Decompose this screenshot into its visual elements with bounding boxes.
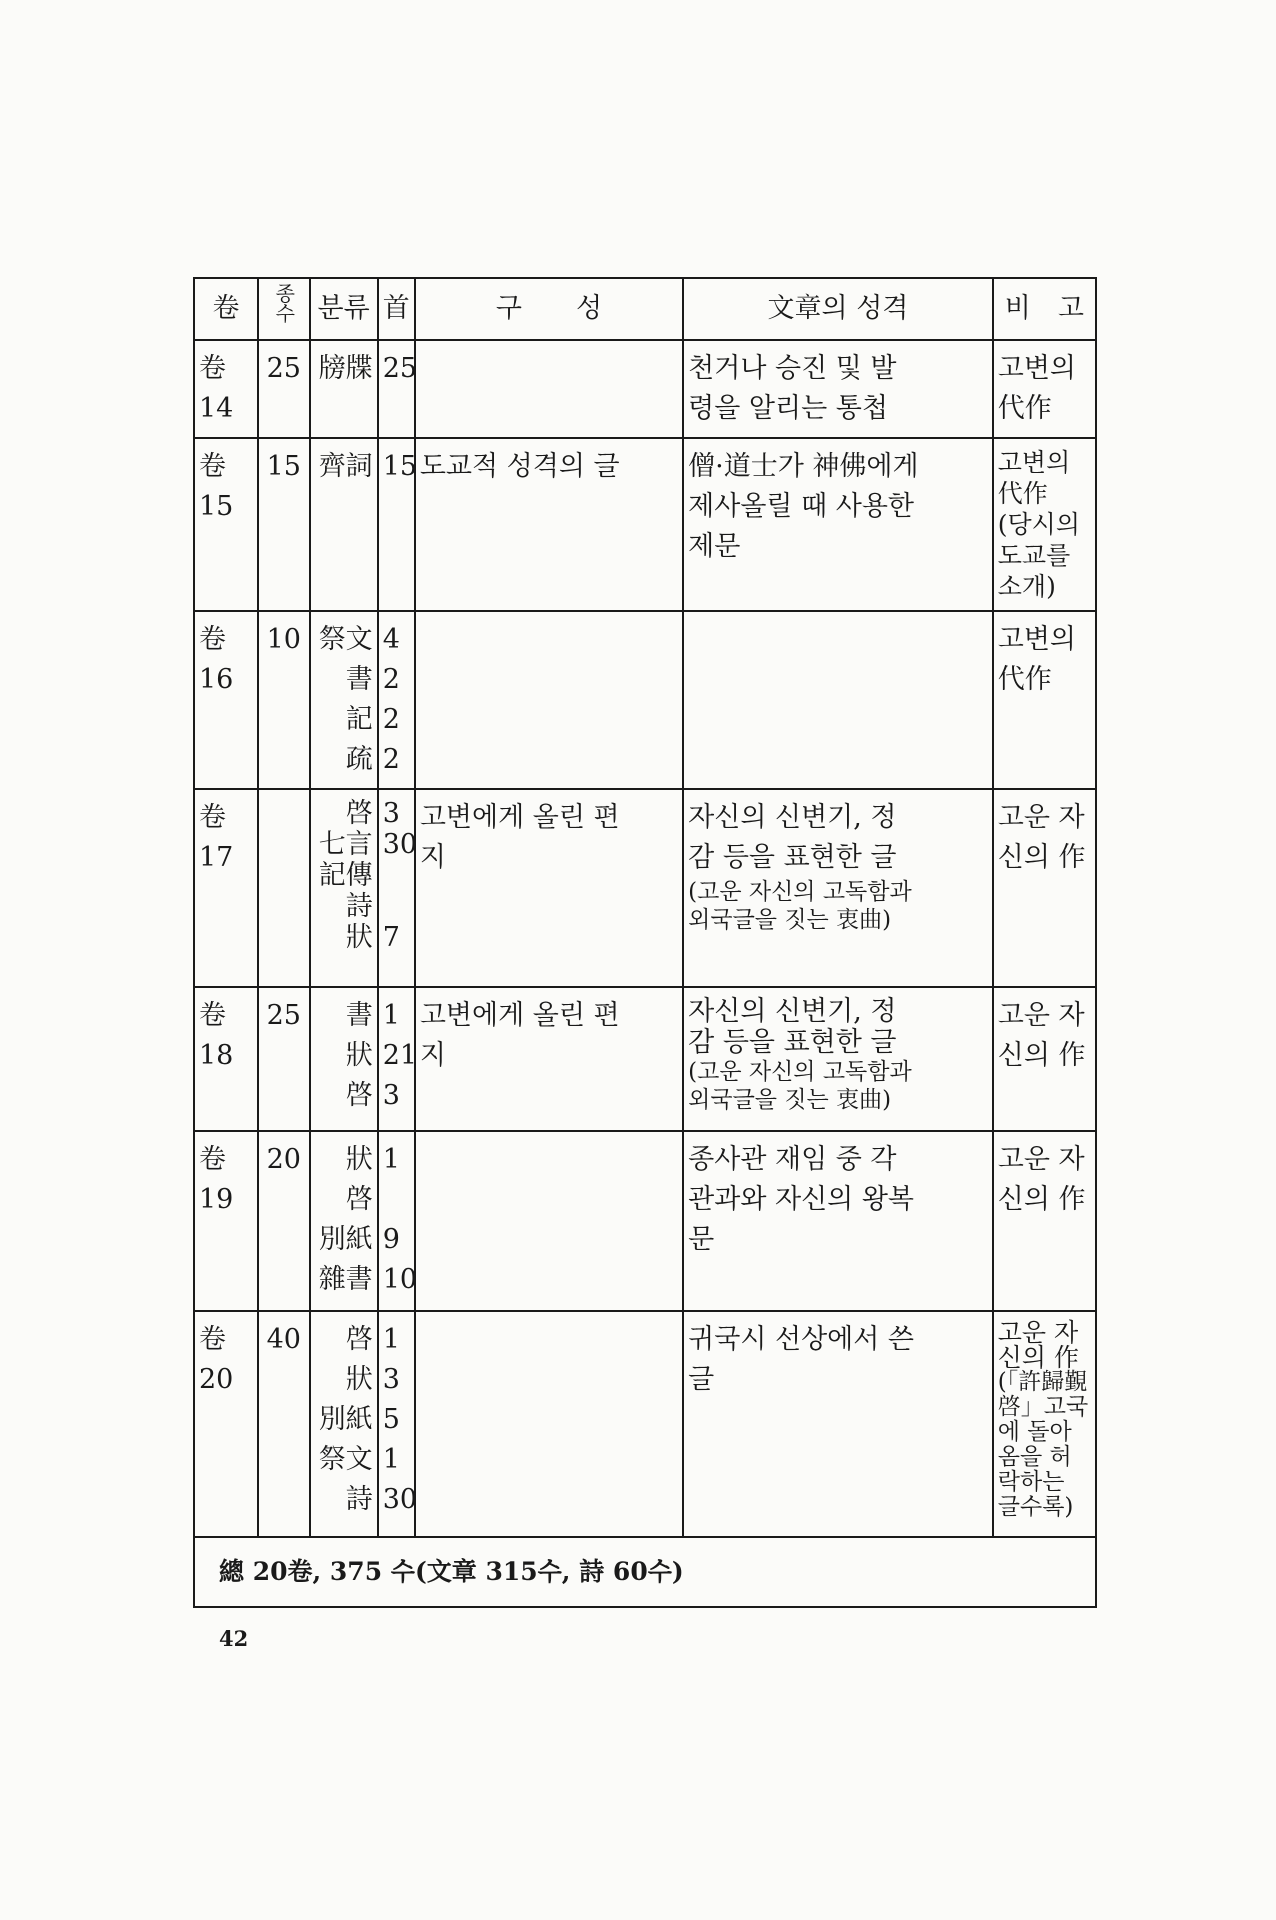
- cell-classes: [310, 438, 378, 611]
- num-item: 3: [382, 1364, 400, 1395]
- character-line: 자신의 신변기, 정: [688, 996, 897, 1027]
- cell-nums: [378, 789, 418, 987]
- character-line: (고운 자신의 고독함과: [688, 879, 912, 905]
- cell-count: 25: [258, 987, 310, 1131]
- class-item: 書: [345, 1000, 373, 1031]
- cell-remarks: [993, 1131, 1096, 1311]
- class-item: 雜書: [318, 1264, 373, 1295]
- num-item: 3: [382, 798, 400, 829]
- num-item: 5: [382, 1404, 400, 1435]
- class-item: 書: [345, 664, 373, 695]
- volume-contents-table: [193, 277, 1097, 1608]
- composition-line: 도교적 성격의 글: [419, 451, 620, 482]
- remark-line: 고변의: [997, 624, 1077, 655]
- cell-volume: 卷14: [194, 340, 258, 438]
- character-line: 자신의 신변기, 정: [688, 802, 897, 833]
- class-item: 狀: [345, 1040, 373, 1071]
- remark-line: 옴을 허: [997, 1444, 1072, 1470]
- table-row: [194, 438, 1096, 611]
- num-item: 30: [382, 1484, 418, 1515]
- class-item: 記: [345, 704, 373, 735]
- composition-line: 고변에게 올린 편: [419, 1000, 620, 1031]
- num-item: 1: [382, 1444, 400, 1475]
- class-item: 狀: [345, 1144, 373, 1175]
- cell-character: [683, 611, 993, 789]
- table-row: [194, 1311, 1096, 1537]
- num-item: 10: [382, 1264, 418, 1295]
- total-summary: 總 20卷, 375 수(文章 315수, 詩 60수): [194, 1537, 1096, 1607]
- cell-character: [683, 1131, 993, 1311]
- character-line: 외국글을 짓는 衷曲): [688, 1087, 892, 1113]
- cell-nums: [378, 987, 418, 1131]
- page-number: 42: [219, 1626, 249, 1651]
- cell-remarks: [993, 611, 1096, 789]
- class-item: 祭文: [318, 624, 373, 655]
- num-item: 25: [382, 353, 418, 384]
- class-item: 啓: [345, 1184, 373, 1215]
- character-line: 외국글을 짓는 衷曲): [688, 907, 892, 933]
- num-item: 21: [382, 1040, 418, 1071]
- cell-composition: [415, 611, 683, 789]
- table-total-row: [194, 1537, 1096, 1607]
- cell-classes: [310, 789, 378, 987]
- remark-line: 고운 자: [997, 802, 1085, 833]
- character-line: 귀국시 선상에서 쓴: [688, 1324, 914, 1355]
- table-row: [194, 987, 1096, 1131]
- remark-line: 고운 자: [997, 1318, 1079, 1347]
- character-line: 감 등을 표현한 글: [688, 842, 897, 873]
- num-item: 2: [382, 744, 400, 775]
- cell-composition: [415, 1311, 683, 1537]
- remark-line: 고변의: [997, 353, 1077, 384]
- cell-classes: [310, 1131, 378, 1311]
- table-row: [194, 789, 1096, 987]
- header-classification: 분류: [310, 278, 378, 340]
- num-item: 7: [382, 922, 400, 953]
- header-remarks: 비 고: [993, 278, 1096, 340]
- cell-character: [683, 340, 993, 438]
- character-line: 종사관 재임 중 각: [688, 1144, 897, 1175]
- class-item: 狀: [345, 922, 373, 953]
- composition-line: 지: [419, 1040, 446, 1071]
- cell-classes: [310, 987, 378, 1131]
- class-item: 祭文: [318, 1444, 373, 1475]
- remark-line: 신의 作: [997, 1343, 1080, 1372]
- cell-nums: [378, 340, 418, 438]
- cell-composition: [415, 987, 683, 1131]
- num-item: 2: [382, 664, 400, 695]
- num-item: [383, 860, 410, 891]
- num-item: 1: [382, 1324, 400, 1355]
- class-item: 詩: [345, 891, 373, 922]
- character-line: 천거나 승진 및 발: [688, 353, 897, 384]
- remark-line: 고운 자: [997, 1144, 1085, 1175]
- num-item: 1: [382, 1000, 400, 1031]
- cell-count: 40: [258, 1311, 310, 1537]
- character-line: 僧·道士가 神佛에게: [688, 451, 919, 482]
- cell-composition: [415, 1131, 683, 1311]
- table-row: [194, 340, 1096, 438]
- remark-line: 도교를: [997, 541, 1071, 570]
- cell-volume: 卷16: [194, 611, 258, 789]
- cell-composition: [415, 340, 683, 438]
- remark-line: 代作: [997, 479, 1048, 508]
- table-row: [194, 1131, 1096, 1311]
- class-item: 詩: [345, 1484, 373, 1515]
- class-item: 七言: [318, 829, 373, 860]
- table-header-row: [194, 278, 1096, 340]
- remark-line: (「許歸覲: [997, 1369, 1088, 1395]
- class-item: 啓: [345, 1080, 373, 1111]
- num-item: 15: [382, 451, 418, 482]
- num-item: 2: [382, 704, 400, 735]
- cell-character: [683, 1311, 993, 1537]
- table-row: [194, 611, 1096, 789]
- num-item: 3: [382, 1080, 400, 1111]
- remark-line: 소개): [997, 572, 1056, 601]
- character-line: 글: [688, 1364, 715, 1395]
- class-item: 疏: [345, 744, 373, 775]
- header-pieces: 首: [378, 278, 415, 340]
- cell-nums: [378, 438, 418, 611]
- remark-line: 啓」고국: [997, 1394, 1089, 1420]
- remark-line: 고운 자: [997, 1000, 1085, 1031]
- header-count: [258, 278, 310, 340]
- num-item: [383, 1180, 410, 1220]
- cell-character: [683, 438, 993, 611]
- class-item: 啓: [345, 798, 373, 829]
- class-item: 別紙: [318, 1224, 373, 1255]
- cell-nums: [378, 1311, 418, 1537]
- composition-line: 지: [419, 842, 446, 873]
- cell-count: 25: [258, 340, 310, 438]
- cell-classes: [310, 611, 378, 789]
- remark-line: 에 돌아: [997, 1419, 1072, 1445]
- num-item: 9: [382, 1224, 400, 1255]
- cell-classes: [310, 340, 378, 438]
- cell-nums: [378, 611, 415, 789]
- class-item: 狀: [345, 1364, 373, 1395]
- class-item: 別紙: [318, 1404, 373, 1435]
- cell-remarks: [993, 1311, 1096, 1537]
- num-item: 30: [382, 829, 418, 860]
- cell-character: [683, 987, 993, 1131]
- class-item: 啓: [345, 1324, 373, 1355]
- character-line: 문: [688, 1224, 715, 1255]
- cell-volume: 卷18: [194, 987, 258, 1131]
- header-count-label: 종수: [271, 283, 296, 323]
- class-item: 牓牒: [318, 353, 373, 384]
- remark-line: 代作: [997, 393, 1052, 424]
- num-item: [383, 891, 410, 922]
- cell-count: 10: [258, 611, 310, 789]
- header-volume: 卷: [194, 278, 258, 340]
- remark-line: 고변의: [997, 448, 1071, 477]
- cell-remarks: [993, 789, 1096, 987]
- cell-volume: 卷20: [194, 1311, 258, 1537]
- cell-composition: [415, 438, 683, 611]
- num-item: 4: [382, 624, 400, 655]
- character-line: 감 등을 표현한 글: [688, 1027, 897, 1058]
- remark-line: 代作: [997, 664, 1052, 695]
- header-character: 文章의 성격: [683, 278, 993, 340]
- character-line: 제사올릴 때 사용한: [688, 491, 914, 522]
- cell-composition: [415, 789, 683, 987]
- character-line: 관과와 자신의 왕복: [688, 1184, 914, 1215]
- cell-remarks: [993, 987, 1096, 1131]
- composition-line: 고변에게 올린 편: [419, 802, 620, 833]
- cell-nums: [378, 1131, 418, 1311]
- cell-classes: [310, 1311, 378, 1537]
- character-line: (고운 자신의 고독함과: [688, 1059, 912, 1085]
- cell-remarks: [993, 438, 1096, 611]
- remark-line: 신의 作: [997, 842, 1086, 873]
- cell-remarks: [993, 340, 1096, 438]
- cell-volume: 卷15: [194, 438, 258, 611]
- character-line: 제문: [688, 531, 741, 562]
- header-composition: 구 성: [415, 278, 683, 340]
- class-item: 記傳: [318, 860, 373, 891]
- class-item: 齊詞: [318, 451, 373, 482]
- cell-count: 20: [258, 1131, 310, 1311]
- cell-volume: 卷19: [194, 1131, 258, 1311]
- cell-count: 15: [258, 438, 310, 611]
- remark-line: 신의 作: [997, 1040, 1086, 1071]
- num-item: 1: [382, 1144, 400, 1175]
- character-line: 령을 알리는 통첩: [688, 393, 888, 424]
- cell-count: [258, 789, 310, 987]
- cell-character: [683, 789, 993, 987]
- remark-line: 락하는: [997, 1469, 1065, 1495]
- remark-line: 신의 作: [997, 1184, 1086, 1215]
- remark-line: 글수록): [997, 1494, 1074, 1520]
- cell-volume: 卷17: [194, 789, 258, 987]
- remark-line: (당시의: [997, 510, 1080, 539]
